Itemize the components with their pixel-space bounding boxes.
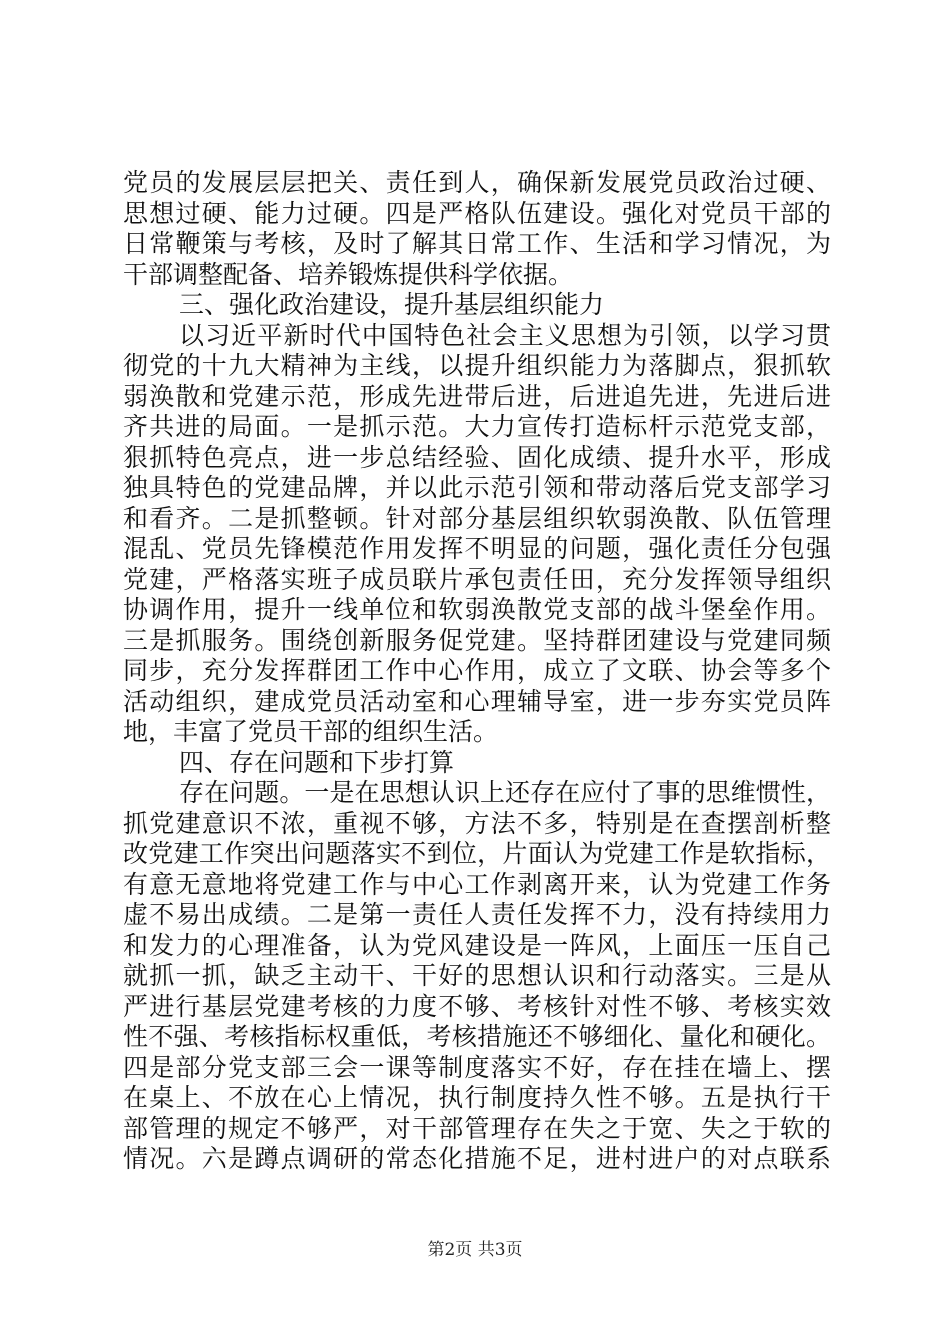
text-line: 四、存在问题和下步打算: [179, 747, 455, 777]
text-line: 抓党建意识不浓，重视不够，方法不多，特别是在查摆剖析整: [123, 808, 831, 838]
text-line: 彻党的十九大精神为主线，以提升组织能力为落脚点，狠抓软: [123, 351, 831, 380]
text-line: 严进行基层党建考核的力度不够、考核针对性不够、考核实效: [123, 991, 831, 1021]
text-line: 活动组织，建成党员活动室和心理辅导室，进一步夯实党员阵: [123, 686, 831, 716]
text-line: 部管理的规定不够严，对干部管理存在失之于宽、失之于软的: [123, 1113, 831, 1143]
text-line: 思想过硬、能力过硬。四是严格队伍建设。强化对党员干部的: [123, 198, 831, 228]
text-line: 四是部分党支部三会一课等制度落实不好，存在挂在墙上、摆: [123, 1052, 831, 1082]
text-line: 就抓一抓，缺乏主动干、干好的思想认识和行动落实。三是从: [123, 961, 831, 990]
text-line: 党建，严格落实班子成员联片承包责任田，充分发挥领导组织: [123, 564, 831, 594]
document-body: [123, 168, 831, 1175]
text-line: 和发力的心理准备，认为党风建设是一阵风，上面压一压自己: [123, 930, 831, 960]
text-line: 干部调整配备、培养锻炼提供科学依据。: [123, 259, 574, 289]
text-line: 在桌上、不放在心上情况，执行制度持久性不够。五是执行干: [123, 1083, 831, 1112]
text-line: 混乱、党员先锋模范作用发挥不明显的问题，强化责任分包强: [123, 534, 831, 563]
text-line: 狠抓特色亮点，进一步总结经验、固化成绩、提升水平，形成: [123, 442, 831, 472]
text-line: 虚不易出成绩。二是第一责任人责任发挥不力，没有持续用力: [123, 900, 831, 929]
text-line: 独具特色的党建品牌，并以此示范引领和带动落后党支部学习: [123, 473, 831, 502]
text-line: 性不强、考核指标权重低，考核措施还不够细化、量化和硬化。: [123, 1022, 831, 1051]
text-line: 协调作用，提升一线单位和软弱涣散党支部的战斗堡垒作用。: [123, 595, 831, 624]
text-line: 改党建工作突出问题落实不到位，片面认为党建工作是软指标，: [123, 839, 831, 868]
text-line: 存在问题。一是在思想认识上还存在应付了事的思维惯性，: [179, 778, 831, 807]
text-line: 和看齐。二是抓整顿。针对部分基层组织软弱涣散、队伍管理: [123, 503, 831, 533]
text-line: 情况。六是蹲点调研的常态化措施不足，进村进户的对点联系: [123, 1144, 831, 1173]
text-line: 地，丰富了党员干部的组织生活。: [123, 717, 499, 746]
text-line: 以习近平新时代中国特色社会主义思想为引领，以学习贯: [179, 320, 831, 350]
text-line: 有意无意地将党建工作与中心工作剥离开来，认为党建工作务: [123, 869, 831, 899]
text-line: 三、强化政治建设，提升基层组织能力: [179, 290, 605, 319]
text-line: 齐共进的局面。一是抓示范。大力宣传打造标杆示范党支部，: [123, 412, 831, 441]
page-number-footer: 第2页 共3页: [427, 1240, 523, 1260]
text-line: 日常鞭策与考核，及时了解其日常工作、生活和学习情况，为: [123, 229, 831, 258]
text-line: 党员的发展层层把关、责任到人，确保新发展党员政治过硬、: [123, 168, 831, 197]
text-line: 弱涣散和党建示范，形成先进带后进，后进追先进，先进后进: [123, 381, 831, 411]
text-line: 三是抓服务。围绕创新服务促党建。坚持群团建设与党建同频: [123, 625, 831, 655]
text-line: 同步，充分发挥群团工作中心作用，成立了文联、协会等多个: [123, 656, 831, 685]
